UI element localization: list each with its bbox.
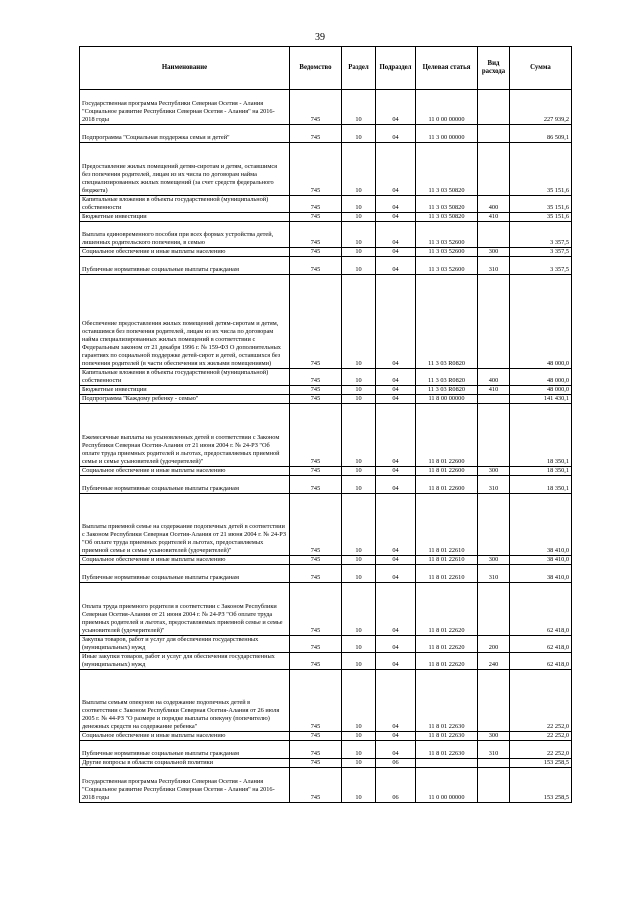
table-row [80, 467, 572, 476]
cell-section: 10 [342, 476, 376, 494]
cell-section: 10 [342, 213, 376, 222]
cell-section: 10 [342, 565, 376, 583]
cell-subsection: 04 [376, 556, 416, 565]
table-row [80, 653, 572, 670]
table-row [80, 768, 572, 803]
cell-target-article: 11 0 00 00000 [416, 768, 478, 803]
cell-expense-type: 410 [478, 213, 510, 222]
table-row [80, 196, 572, 213]
cell-amount: 18 350,1 [510, 467, 572, 476]
cell-target-article: 11 8 01 22630 [416, 670, 478, 732]
cell-expense-type [478, 395, 510, 404]
cell-section: 10 [342, 759, 376, 768]
header-target-article: Целевая статья [416, 47, 478, 90]
cell-subsection: 06 [376, 759, 416, 768]
cell-name: Закупка товаров, работ и услуг для обеспечения государственных (муниципальных) нужд [80, 636, 290, 653]
cell-name: Обеспечение предоставления жилых помещений детям-сиротам и детям, оставшимся без попечения родителей, лицам из их числа по договорам найма специализированных жилых помещений в соответствии с Федеральным законом от 21 декабря 1996 г. № 159-ФЗ О дополнительных гарантиях по социальной поддержке детей-сирот и детей, оставшихся без попечения родителей (в части обеспечения их жилыми помещениями) [80, 275, 290, 369]
cell-subsection: 04 [376, 196, 416, 213]
cell-subsection: 04 [376, 248, 416, 257]
cell-amount: 35 151,6 [510, 213, 572, 222]
cell-amount: 18 350,1 [510, 404, 572, 467]
cell-amount: 35 151,6 [510, 196, 572, 213]
cell-target-article: 11 3 03 52600 [416, 248, 478, 257]
cell-section: 10 [342, 248, 376, 257]
cell-target-article: 11 8 01 22600 [416, 404, 478, 467]
cell-subsection: 04 [376, 213, 416, 222]
cell-subsection: 04 [376, 741, 416, 759]
cell-amount: 38 410,0 [510, 494, 572, 556]
cell-amount: 22 252,0 [510, 732, 572, 741]
table-row [80, 125, 572, 143]
cell-section: 10 [342, 222, 376, 248]
cell-department: 745 [290, 494, 342, 556]
cell-subsection: 04 [376, 90, 416, 125]
cell-subsection: 04 [376, 467, 416, 476]
cell-name: Предоставление жилых помещений детям-сиротам и детям, оставшимся без попечения родителей, лицам из их числа по договорам найма специализированных жилых помещений (за счет средств федерального бюджета) [80, 143, 290, 196]
cell-name: Социальное обеспечение и иные выплаты населению [80, 467, 290, 476]
cell-department: 745 [290, 565, 342, 583]
cell-department: 745 [290, 386, 342, 395]
cell-name: Ежемесячные выплаты на усыновленных детей в соответствии с Законом Республики Северная Осетия-Алания от 21 июня 2004 г. № 24-РЗ "Об оплате труда приемных родителей и льготах, предоставляемых приемной семье и семье усыновителей (удочерителей)" [80, 404, 290, 467]
cell-name: Подпрограмма "Социальная поддержка семьи и детей" [80, 125, 290, 143]
cell-section: 10 [342, 386, 376, 395]
table-row [80, 275, 572, 369]
table-row [80, 222, 572, 248]
budget-table [79, 46, 572, 803]
cell-department: 745 [290, 476, 342, 494]
cell-expense-type [478, 125, 510, 143]
table-row [80, 636, 572, 653]
cell-subsection: 04 [376, 732, 416, 741]
cell-department: 745 [290, 90, 342, 125]
cell-expense-type: 400 [478, 196, 510, 213]
cell-expense-type: 400 [478, 369, 510, 386]
table-row [80, 670, 572, 732]
cell-amount: 3 357,5 [510, 248, 572, 257]
table-row [80, 404, 572, 467]
cell-department: 745 [290, 213, 342, 222]
cell-expense-type [478, 90, 510, 125]
cell-amount: 141 430,1 [510, 395, 572, 404]
cell-target-article: 11 8 01 22620 [416, 636, 478, 653]
cell-department: 745 [290, 404, 342, 467]
cell-expense-type: 310 [478, 565, 510, 583]
cell-subsection: 04 [376, 275, 416, 369]
cell-name: Бюджетные инвестиции [80, 213, 290, 222]
header-expense-type: Вид расхода [478, 47, 510, 90]
cell-amount: 153 258,5 [510, 768, 572, 803]
header-amount: Сумма [510, 47, 572, 90]
cell-department: 745 [290, 741, 342, 759]
cell-expense-type [478, 670, 510, 732]
cell-department: 745 [290, 369, 342, 386]
cell-target-article: 11 8 01 22600 [416, 476, 478, 494]
cell-amount: 3 357,5 [510, 222, 572, 248]
cell-expense-type: 300 [478, 732, 510, 741]
cell-target-article [416, 759, 478, 768]
cell-department: 745 [290, 759, 342, 768]
table-row [80, 583, 572, 636]
table-row [80, 213, 572, 222]
table-row [80, 257, 572, 275]
cell-amount: 48 000,0 [510, 369, 572, 386]
cell-target-article: 11 3 03 R0820 [416, 275, 478, 369]
cell-subsection: 04 [376, 257, 416, 275]
cell-amount: 62 418,0 [510, 636, 572, 653]
cell-section: 10 [342, 556, 376, 565]
cell-department: 745 [290, 275, 342, 369]
cell-subsection: 04 [376, 494, 416, 556]
cell-amount: 62 418,0 [510, 583, 572, 636]
cell-subsection: 04 [376, 369, 416, 386]
cell-target-article: 11 3 03 52600 [416, 257, 478, 275]
cell-amount: 48 000,0 [510, 386, 572, 395]
cell-expense-type: 300 [478, 248, 510, 257]
cell-expense-type: 300 [478, 556, 510, 565]
cell-department: 745 [290, 768, 342, 803]
cell-amount: 153 258,5 [510, 759, 572, 768]
cell-section: 10 [342, 732, 376, 741]
header-subsection: Подраздел [376, 47, 416, 90]
cell-name: Публичные нормативные социальные выплаты гражданам [80, 741, 290, 759]
header-department: Ведомство [290, 47, 342, 90]
cell-target-article: 11 8 01 22610 [416, 565, 478, 583]
cell-section: 10 [342, 583, 376, 636]
cell-expense-type: 410 [478, 386, 510, 395]
table-row [80, 395, 572, 404]
cell-amount: 38 410,0 [510, 556, 572, 565]
table-row [80, 732, 572, 741]
cell-name: Публичные нормативные социальные выплаты гражданам [80, 565, 290, 583]
cell-subsection: 04 [376, 386, 416, 395]
cell-subsection: 04 [376, 143, 416, 196]
cell-name: Социальное обеспечение и иные выплаты населению [80, 248, 290, 257]
cell-subsection: 04 [376, 222, 416, 248]
cell-department: 745 [290, 222, 342, 248]
cell-name: Бюджетные инвестиции [80, 386, 290, 395]
cell-target-article: 11 3 03 52600 [416, 222, 478, 248]
cell-expense-type: 310 [478, 741, 510, 759]
cell-amount: 48 000,0 [510, 275, 572, 369]
cell-name: Другие вопросы в области социальной политики [80, 759, 290, 768]
table-row [80, 565, 572, 583]
cell-target-article: 11 8 01 22620 [416, 583, 478, 636]
cell-expense-type [478, 143, 510, 196]
cell-name: Подпрограмма "Каждому ребенку - семью" [80, 395, 290, 404]
cell-expense-type [478, 275, 510, 369]
cell-department: 745 [290, 583, 342, 636]
cell-department: 745 [290, 248, 342, 257]
cell-expense-type: 240 [478, 653, 510, 670]
cell-target-article: 11 8 01 22610 [416, 494, 478, 556]
cell-target-article: 11 8 01 22620 [416, 653, 478, 670]
cell-department: 745 [290, 636, 342, 653]
cell-target-article: 11 3 03 50820 [416, 213, 478, 222]
cell-department: 745 [290, 125, 342, 143]
cell-name: Социальное обеспечение и иные выплаты населению [80, 732, 290, 741]
cell-target-article: 11 3 03 R0820 [416, 369, 478, 386]
cell-section: 10 [342, 467, 376, 476]
cell-amount: 86 509,1 [510, 125, 572, 143]
cell-expense-type: 310 [478, 476, 510, 494]
cell-subsection: 04 [376, 395, 416, 404]
cell-expense-type [478, 494, 510, 556]
cell-name: Социальное обеспечение и иные выплаты населению [80, 556, 290, 565]
cell-department: 745 [290, 467, 342, 476]
cell-section: 10 [342, 143, 376, 196]
table-row [80, 386, 572, 395]
cell-target-article: 11 3 03 R0820 [416, 386, 478, 395]
cell-department: 745 [290, 196, 342, 213]
cell-subsection: 04 [376, 583, 416, 636]
cell-section: 10 [342, 768, 376, 803]
cell-section: 10 [342, 275, 376, 369]
cell-section: 10 [342, 369, 376, 386]
cell-expense-type [478, 222, 510, 248]
cell-expense-type: 200 [478, 636, 510, 653]
cell-subsection: 04 [376, 565, 416, 583]
cell-name: Публичные нормативные социальные выплаты гражданам [80, 257, 290, 275]
cell-expense-type [478, 583, 510, 636]
cell-expense-type [478, 768, 510, 803]
cell-department: 745 [290, 395, 342, 404]
cell-name: Выплаты приемной семье на содержание подопечных детей в соответствии с Законом Республики Северная Осетия-Алания от 21 июня 2004 г. № 24-РЗ "Об оплате труда приемных родителей и льготах, предоставляемых приемной семье и семье усыновителей (удочерителей)" [80, 494, 290, 556]
cell-section: 10 [342, 404, 376, 467]
cell-amount: 22 252,0 [510, 670, 572, 732]
cell-target-article: 11 3 03 50820 [416, 196, 478, 213]
cell-amount: 35 151,6 [510, 143, 572, 196]
cell-expense-type [478, 759, 510, 768]
cell-amount: 227 939,2 [510, 90, 572, 125]
cell-name: Государственная программа Республики Северная Осетия - Алания "Социальное развитие Республики Северная Осетия - Алания" на 2016-2018 годы [80, 90, 290, 125]
cell-target-article: 11 8 01 22600 [416, 467, 478, 476]
cell-name: Государственная программа Республики Северная Осетия - Алания "Социальное развитие Республики Северная Осетия - Алания" на 2016-2018 годы [80, 768, 290, 803]
table-row [80, 759, 572, 768]
cell-name: Публичные нормативные социальные выплаты гражданам [80, 476, 290, 494]
table-row [80, 494, 572, 556]
cell-subsection: 04 [376, 404, 416, 467]
cell-section: 10 [342, 257, 376, 275]
cell-section: 10 [342, 125, 376, 143]
cell-department: 745 [290, 556, 342, 565]
cell-section: 10 [342, 653, 376, 670]
cell-name: Выплата единовременного пособия при всех формах устройства детей, лишенных родительского попечения, в семью [80, 222, 290, 248]
cell-expense-type: 310 [478, 257, 510, 275]
table-row [80, 556, 572, 565]
cell-name: Капитальные вложения в объекты государственной (муниципальной) собственности [80, 369, 290, 386]
cell-subsection: 04 [376, 476, 416, 494]
cell-department: 745 [290, 257, 342, 275]
cell-section: 10 [342, 395, 376, 404]
cell-target-article: 11 8 01 22630 [416, 741, 478, 759]
table-row [80, 741, 572, 759]
cell-name: Оплата труда приемного родителя в соответствии с Законом Республики Северная Осетия-Алания от 21 июня 2004 г. № 24-РЗ "Об оплате труда приемных родителей и льготах, предоставляемых приемной семье и семье усыновителей (удочерителей)" [80, 583, 290, 636]
cell-section: 10 [342, 90, 376, 125]
header-name: Наименование [80, 47, 290, 90]
cell-target-article: 11 8 00 00000 [416, 395, 478, 404]
cell-subsection: 04 [376, 670, 416, 732]
cell-section: 10 [342, 670, 376, 732]
cell-section: 10 [342, 741, 376, 759]
cell-department: 745 [290, 653, 342, 670]
cell-name: Выплаты семьям опекунов на содержание подопечных детей в соответствии с Законом Республики Северная Осетия-Алания от 26 июля 2005 г. № 44-РЗ "О размере и порядке выплаты опекуну (попечителю) денежных средств на содержание ребенка" [80, 670, 290, 732]
table-row [80, 143, 572, 196]
cell-department: 745 [290, 670, 342, 732]
cell-subsection: 04 [376, 125, 416, 143]
cell-target-article: 11 3 03 50820 [416, 143, 478, 196]
cell-department: 745 [290, 732, 342, 741]
cell-amount: 3 357,5 [510, 257, 572, 275]
cell-expense-type [478, 404, 510, 467]
cell-section: 10 [342, 494, 376, 556]
cell-expense-type: 300 [478, 467, 510, 476]
cell-section: 10 [342, 636, 376, 653]
cell-subsection: 04 [376, 636, 416, 653]
cell-target-article: 11 8 01 22610 [416, 556, 478, 565]
cell-section: 10 [342, 196, 376, 213]
cell-amount: 18 350,1 [510, 476, 572, 494]
header-section: Раздел [342, 47, 376, 90]
cell-subsection: 06 [376, 768, 416, 803]
cell-name: Капитальные вложения в объекты государственной (муниципальной) собственности [80, 196, 290, 213]
cell-subsection: 04 [376, 653, 416, 670]
cell-name: Иные закупки товаров, работ и услуг для обеспечения государственных (муниципальных) нужд [80, 653, 290, 670]
table-row [80, 369, 572, 386]
cell-target-article: 11 8 01 22630 [416, 732, 478, 741]
cell-amount: 22 252,0 [510, 741, 572, 759]
table-row [80, 90, 572, 125]
cell-amount: 38 410,0 [510, 565, 572, 583]
cell-department: 745 [290, 143, 342, 196]
cell-target-article: 11 3 00 00000 [416, 125, 478, 143]
cell-amount: 62 418,0 [510, 653, 572, 670]
table-row [80, 476, 572, 494]
cell-target-article: 11 0 00 00000 [416, 90, 478, 125]
page-number: 39 [315, 32, 325, 43]
table-header-row [80, 47, 572, 90]
table-row [80, 248, 572, 257]
